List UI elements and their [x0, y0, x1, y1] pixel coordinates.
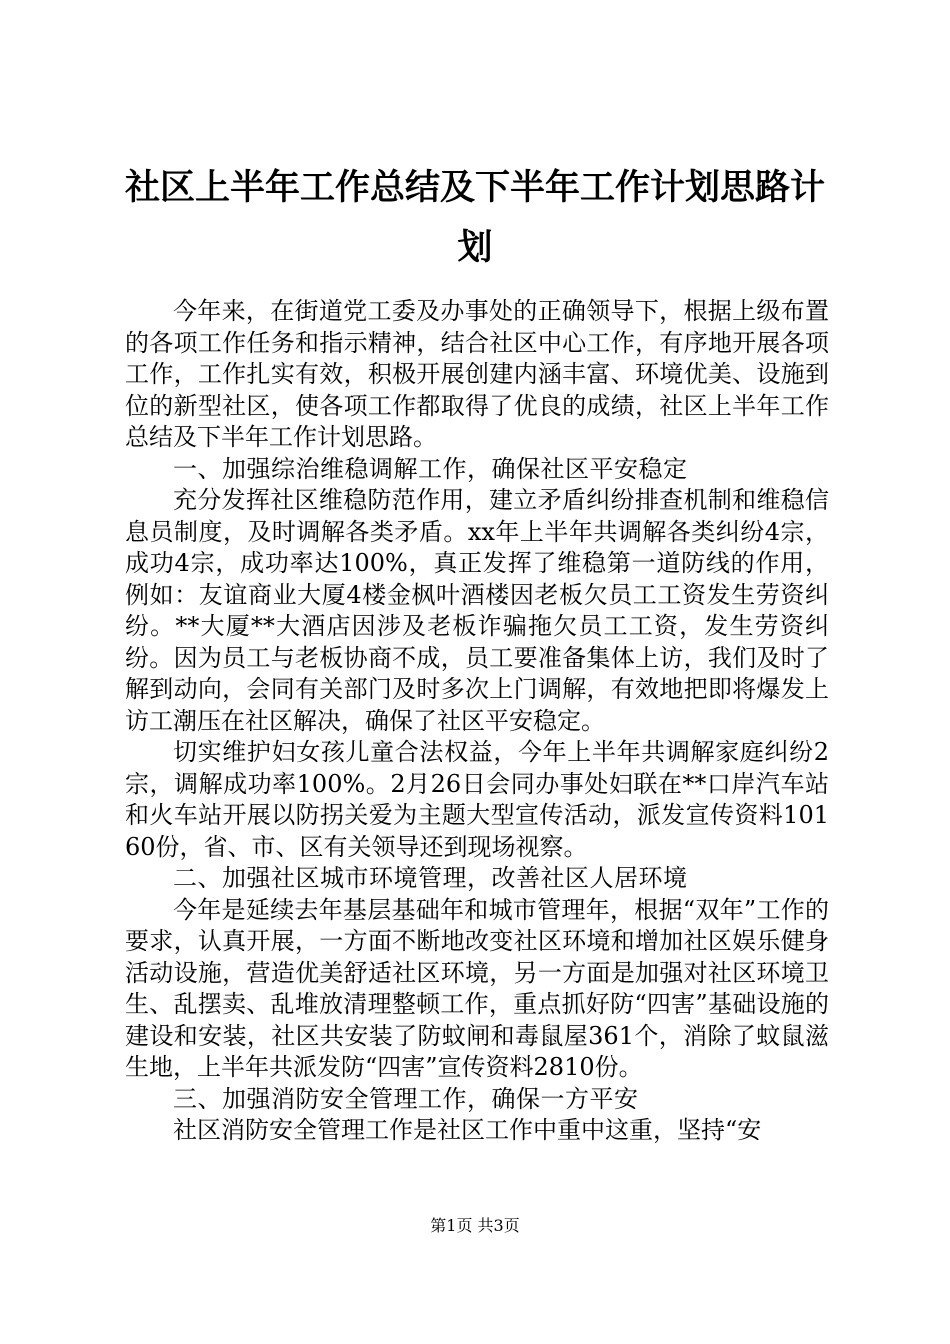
paragraph-intro: 今年来，在街道党工委及办事处的正确领导下，根据上级布置的各项工作任务和指示精神，结合社区中心工作，有序地开展各项工作，工作扎实有效，积极开展创建内涵丰富、环境优美、设施到位的新型社区，使各项工作都取得了优良的成绩，社区上半年工作总结及下半年工作计划思路。: [125, 297, 829, 451]
section-heading-1: 一、加强综治维稳调解工作，确保社区平安稳定: [173, 454, 688, 483]
section-heading-2: 二、加强社区城市环境管理，改善社区人居环境: [173, 864, 688, 892]
document-body: [125, 296, 829, 1147]
paragraph-section3: 社区消防安全管理工作是社区工作中重中这重，坚持“安: [173, 1116, 762, 1144]
document-title: 社区上半年工作总结及下半年工作计划思路计划: [124, 167, 825, 268]
paragraph-section1-a: 充分发挥社区维稳防范作用，建立矛盾纠纷排查机制和维稳信息员制度，及时调解各类矛盾。xx年上半年共调解各类纠纷4宗，成功4宗，成功率达100%，真正发挥了维稳第一道防线的作用，例如：友谊商业大厦4楼金枫叶酒楼因老板欠员工工资发生劳资纠纷。**大厦**大酒店因涉及老板诈骗拖欠员工工资，发生劳资纠纷。因为员工与老板协商不成，员工要准备集体上访，我们及时了解到动向，会同有关部门及时多次上门调解，有效地把即将爆发上访工潮压在社区解决，确保了社区平安稳定。: [125, 486, 829, 735]
section-heading-3: 三、加强消防安全管理工作，确保一方平安: [173, 1084, 639, 1113]
page-footer: 第1页 共3页: [430, 1216, 520, 1235]
paragraph-section2: 今年是延续去年基层基础年和城市管理年，根据“双年”工作的要求，认真开展，一方面不断地改变社区环境和增加社区娱乐健身活动设施，营造优美舒适社区环境，另一方面是加强对社区环境卫生、乱摆卖、乱堆放清理整顿工作，重点抓好防“四害”基础设施的建设和安装，社区共安装了防蚊闸和毒鼠屋361个，消除了蚊鼠滋生地，上半年共派发防“四害”宣传资料2810份。: [125, 895, 829, 1081]
paragraph-section1-b: 切实维护妇女孩儿童合法权益，今年上半年共调解家庭纠纷2宗，调解成功率100%。2月26日会同办事处妇联在**口岸汽车站和火车站开展以防拐关爱为主题大型宣传活动，派发宣传资料10160份，省、市、区有关领导还到现场视察。: [125, 738, 829, 861]
